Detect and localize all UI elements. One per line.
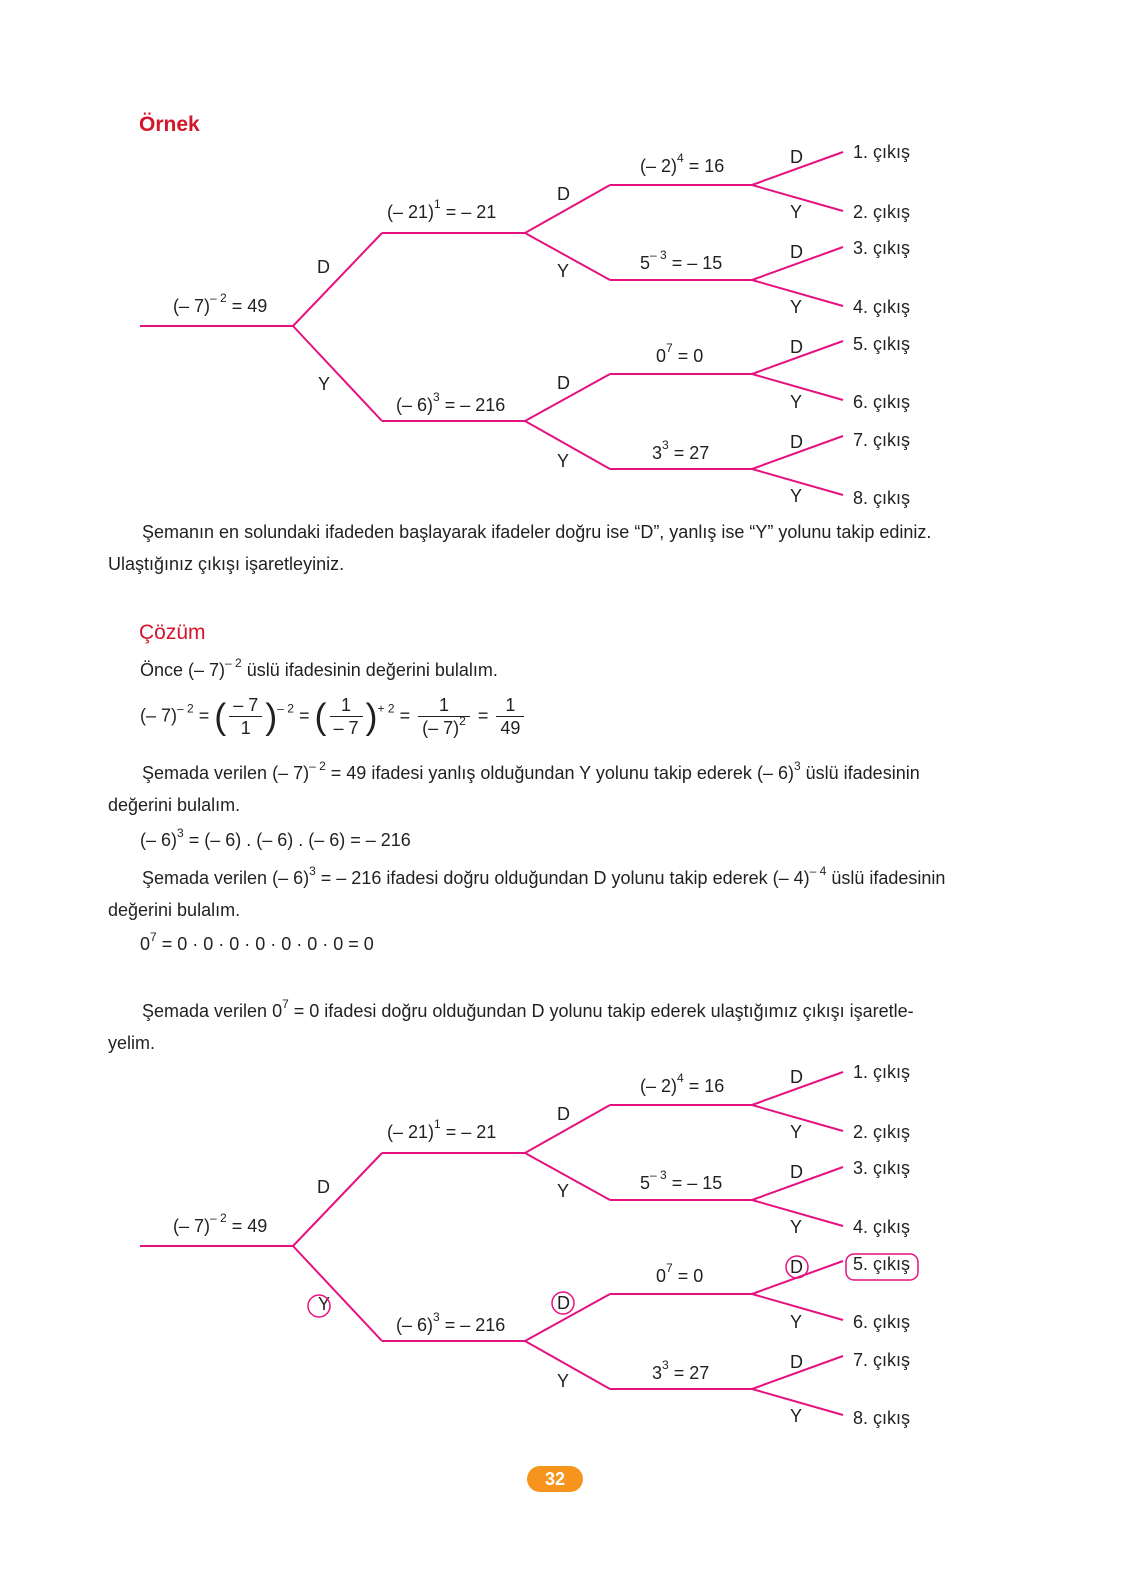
label-Y-exit-2: Y (790, 1217, 803, 1237)
expr-node-3: $0^7 = 0$ (656, 341, 704, 366)
label-Y-exit-3: Y (790, 392, 803, 412)
label-D-exit-2: D (790, 242, 803, 262)
solution-intro (140, 656, 498, 681)
intro-text-a: Önce (140, 660, 189, 680)
equation-power-zero: $0^7 = 0 \cdot 0 \cdot 0 \cdot 0 \cdot 0 \cdot 0 \cdot 0 = 0$ (140, 930, 374, 954)
branch-root-Y (293, 1246, 382, 1341)
expr-lower: (– 6)$^3$ = – 216 (396, 390, 506, 415)
exit-label-4: 4. çıkış (853, 297, 911, 317)
label-D-exit-1: D (790, 1067, 803, 1087)
expr-lower: (– 6)$^3$ = – 216 (396, 1310, 506, 1335)
label-Y-exit-1: Y (790, 202, 803, 222)
label-Y-exit-1: Y (790, 1122, 803, 1142)
intro-base: (– 7) (188, 660, 226, 680)
fraction-2: $\frac{1}{- 7}$ (330, 694, 363, 739)
exit-label-3: 3. çıkış (853, 238, 911, 258)
label-Y-upper: Y (557, 1181, 570, 1201)
question-line-1: Şemanın en solundaki ifadeden başlayarak ifadeler doğru ise “D”, yanlış ise “Y” yolunu takip ediniz. (142, 522, 932, 542)
fraction-1-exp: – 2 (277, 701, 294, 716)
exit-label-7: 7. çıkış (853, 430, 911, 450)
label-Y-exit-2: Y (790, 297, 803, 317)
label-D-lower: D (557, 1293, 570, 1313)
label-D-root: D (317, 1177, 330, 1197)
expr-node-4: $3^3 = 27$ (652, 438, 710, 463)
exit-label-8: 8. çıkış (853, 488, 911, 508)
fraction-1: $\frac{- 7}{1}$ (229, 694, 262, 739)
exit-label-6: 6. çıkış (853, 1312, 911, 1332)
equation-fraction-chain: (– 7)$^{- 2}$ = ( $\frac{- 7}{1}$ )$^{- 2}$ = ( $\frac{1}{- 7}$ )$^{+ 2}$ = $\frac{1}{(- 7)^2}$ = $\frac{1}{49}$ (140, 694, 527, 739)
eq1-lhs: (– 7) (140, 705, 178, 726)
exit-label-6: 6. çıkış (853, 392, 911, 412)
intro-exp: – 2 (225, 656, 242, 670)
expr-node-1: (– 2)$^4$ = 16 (640, 1071, 725, 1096)
label-Y-exit-3: Y (790, 1312, 803, 1332)
expr-node-2: $5^{- 3}$ = – 15 (640, 248, 723, 273)
label-D-upper: D (557, 1104, 570, 1124)
exit-label-5: 5. çıkış (853, 1254, 911, 1274)
expr-node-1: (– 2)$^4$ = 16 (640, 151, 725, 176)
branch-root-D (293, 1153, 382, 1246)
label-D-exit-4: D (790, 432, 803, 452)
exit-label-1: 1. çıkış (853, 1062, 911, 1082)
expr-root: (– 7)$^{- 2}$ = 49 (173, 291, 268, 316)
expr-node-3: $0^7 = 0$ (656, 1261, 704, 1286)
label-Y-exit-4: Y (790, 486, 803, 506)
decision-tree-solution (0, 920, 1123, 1440)
solution-paragraph-2: Şemada verilen (– 6)$^3$ = – 216 ifadesi doğru olduğundan D yolunu takip ederek (– 4)$^{- 4}$ üslü ifadesinin değerini bulalım. (108, 864, 946, 920)
fraction-2-exp: + 2 (377, 701, 395, 716)
label-D-exit-4: D (790, 1352, 803, 1372)
label-D-exit-1: D (790, 147, 803, 167)
exit-label-4: 4. çıkış (853, 1217, 911, 1237)
exit-label-7: 7. çıkış (853, 1350, 911, 1370)
branch-root-Y (293, 326, 382, 421)
label-Y-root: Y (318, 1294, 331, 1314)
expr-upper: (– 21)$^1$ = – 21 (387, 197, 497, 222)
eq1-equals-2: = (298, 705, 310, 726)
example-heading: Örnek (139, 113, 200, 136)
label-D-exit-3: D (790, 1257, 803, 1277)
fraction-4: $\frac{1}{49}$ (496, 694, 524, 739)
label-Y-lower: Y (557, 451, 570, 471)
solution-paragraph-3: Şemada verilen $0^7 = 0$ ifadesi doğru olduğundan D yolunu takip ederek ulaştığımız çıkışı işaretle- yelim. (108, 997, 914, 1053)
exit-label-1: 1. çıkış (853, 142, 911, 162)
eq1-lhs-exp: – 2 (177, 701, 194, 716)
label-Y-lower: Y (557, 1371, 570, 1391)
label-D-lower: D (557, 373, 570, 393)
question-line-2: Ulaştığınız çıkışı işaretleyiniz. (108, 554, 345, 574)
eq1-equals-1: = (198, 705, 210, 726)
example-question (108, 516, 1008, 580)
equation-power-neg6: (– 6)$^3$ = (– 6) . (– 6) . (– 6) = – 216 (140, 826, 411, 850)
exit-label-8: 8. çıkış (853, 1408, 911, 1428)
exit-label-5: 5. çıkış (853, 334, 911, 354)
label-D-root: D (317, 257, 330, 277)
expr-node-4: $3^3 = 27$ (652, 1358, 710, 1383)
expr-upper: (– 21)$^1$ = – 21 (387, 1117, 497, 1142)
decision-tree-example (0, 0, 1123, 520)
eq1-equals-4: = (477, 705, 489, 726)
exit-label-3: 3. çıkış (853, 1158, 911, 1178)
expr-root: (– 7)$^{- 2}$ = 49 (173, 1211, 268, 1236)
solution-heading: Çözüm (139, 621, 206, 644)
label-Y-upper: Y (557, 261, 570, 281)
exit-label-2: 2. çıkış (853, 1122, 911, 1142)
solution-paragraph-1: Şemada verilen (– 7)$^{- 2}$ = 49 ifadesi yanlış olduğundan Y yolunu takip ederek (– 6)$^3$ üslü ifadesinin değerini bulalım. (108, 759, 920, 815)
branch-root-D (293, 233, 382, 326)
expr-node-2: $5^{- 3}$ = – 15 (640, 1168, 723, 1193)
label-D-exit-3: D (790, 337, 803, 357)
label-Y-root: Y (318, 374, 331, 394)
exit-label-2: 2. çıkış (853, 202, 911, 222)
fraction-3: $\frac{1}{(- 7)^2}$ (418, 694, 470, 739)
intro-text-b: üslü ifadesinin değerini bulalım. (241, 660, 498, 680)
eq1-equals-3: = (399, 705, 411, 726)
page-number-badge: 32 (527, 1466, 583, 1492)
label-D-exit-2: D (790, 1162, 803, 1182)
label-Y-exit-4: Y (790, 1406, 803, 1426)
label-D-upper: D (557, 184, 570, 204)
